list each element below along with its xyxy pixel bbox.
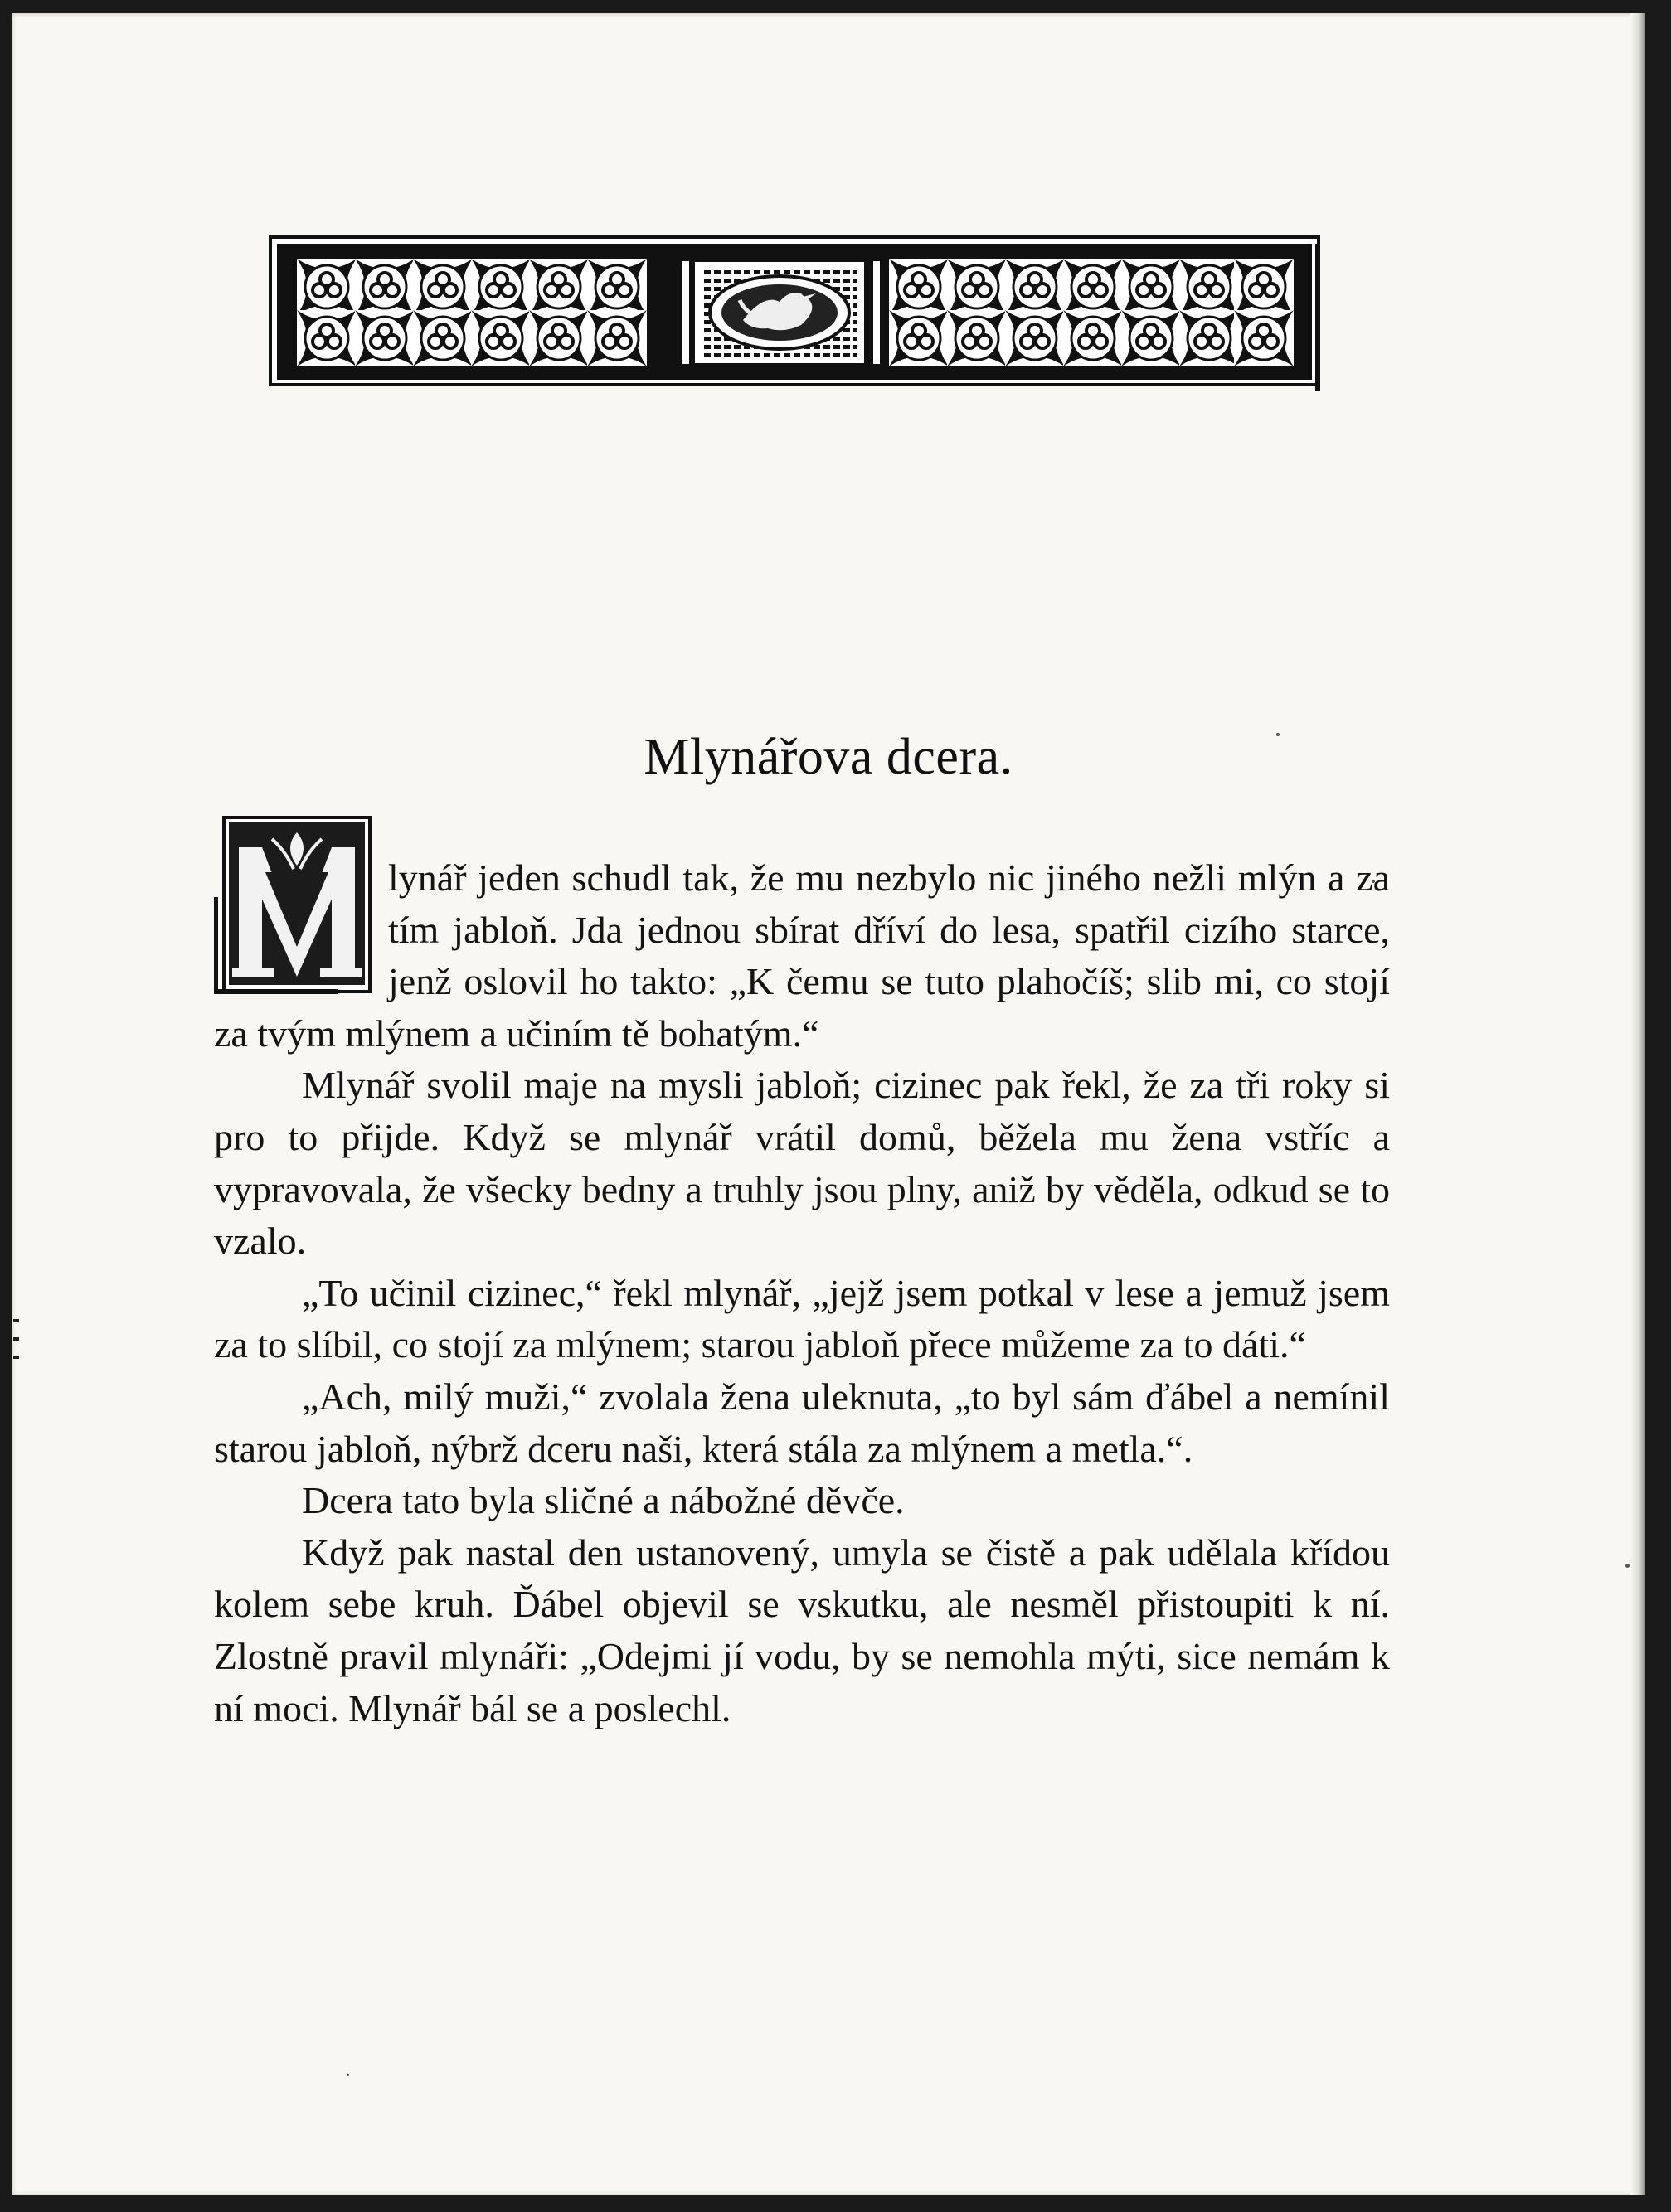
paragraph — [214, 852, 1390, 1060]
paragraph: Když pak nastal den ustanovený, umyla se čistě a pak udělala křídou kolem sebe kruh. Ďábel objevil se vskutku, ale nesměl přistoupiti k ní. Zlostně pravil mlynáři: „Odejmi jí vodu, by se nemohla mýti, sice nemám k ní moci. Mlynář bál se a poslechl. — [214, 1530, 1390, 1729]
paragraph: Mlynář svolil maje na mysli jabloň; cizinec pak řekl, že za tři roky si pro to přijde. Když se mlynář vrátil domů, běžela mu žena vstříc a vypravovala, že všecky bedny a truhly jsou plny, aniž by věděla, odkud se to vzalo. — [214, 1064, 1390, 1263]
drop-cap-letter: M — [214, 814, 216, 815]
book-page — [12, 13, 1645, 2195]
page-edge-shadow — [1630, 13, 1645, 2195]
header-ornament — [269, 235, 1322, 395]
paper-speck — [1625, 1564, 1630, 1568]
paragraph: „Ach, milý muži,“ zvolala žena uleknuta, „to byl sám ďábel a nemínil starou jabloň, nýbrž dceru naši, která stála za mlýnem a metla.“. — [214, 1375, 1390, 1470]
paragraph-text: lynář jeden schudl tak, že mu nezbylo nic jiného nežli mlýn a za tím jabloň. Jda jednou sbírat dříví do lesa, spatřil cizího starce, jenž oslovil ho takto: „K čemu se tuto plahočíš; slib mi, co stojí za tvým mlýnem a učiním tě bohatým.“ — [214, 856, 1390, 1055]
drop-cap-spacer — [214, 854, 388, 995]
paper-speck — [347, 2074, 349, 2076]
body-text — [214, 852, 1390, 1734]
chapter-title: Mlynářova dcera. — [644, 729, 1013, 785]
paragraph: Dcera tato byla sličné a nábožné děvče. — [302, 1479, 905, 1522]
binding-marks — [12, 1319, 22, 1377]
paragraph: „To učinil cizinec,“ řekl mlynář, „jejž jsem potkal v lese a jemuž jsem za to slíbil, co stojí za mlýnem; starou jabloň přece můžeme za to dáti.“ — [214, 1271, 1390, 1366]
